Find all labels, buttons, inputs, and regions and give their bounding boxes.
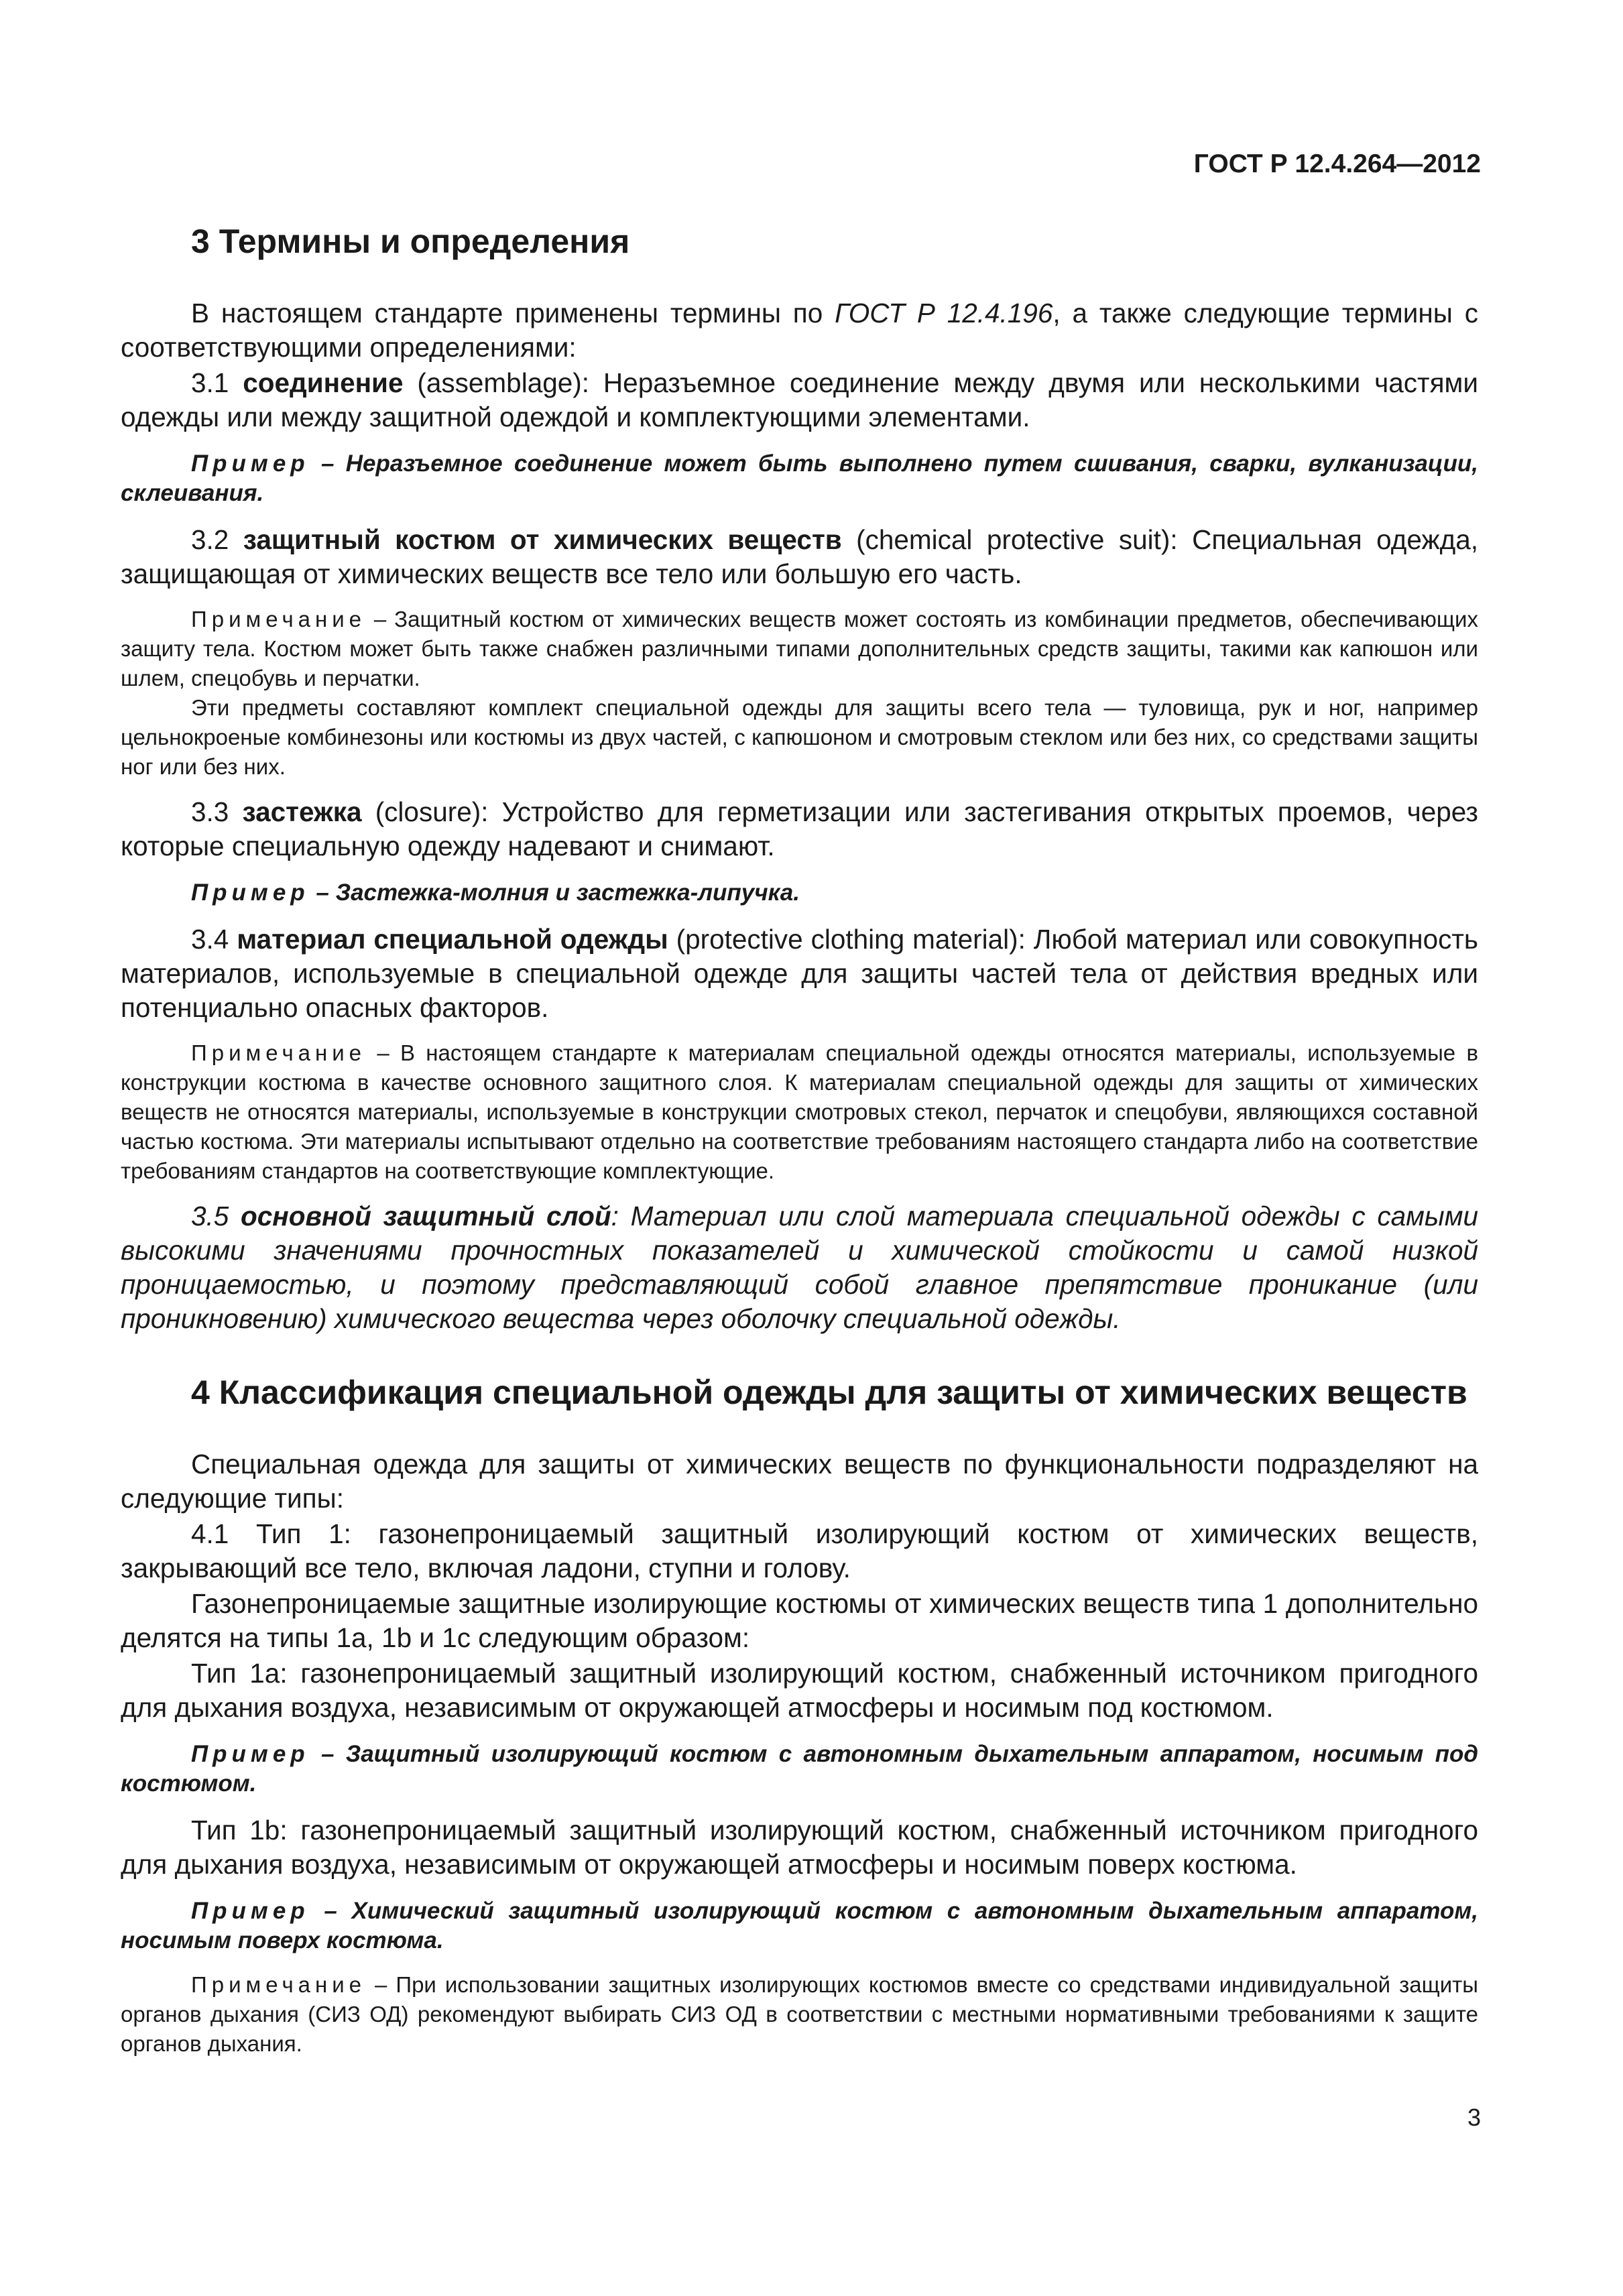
example-type-1b: Пример – Химический защитный изолирующий костюм с автономным дыхательным аппаратом, носимым поверх костюма. — [121, 1898, 1478, 1953]
term-3-5-name: основной защитный слой — [241, 1201, 611, 1231]
type-1b: Тип 1b: газонепроницаемый защитный изолирующий костюм, снабженный источником пригодного для дыхания воздуха, независимым от окружающей атмосферы и носимым поверх костюма. — [121, 1815, 1478, 1880]
example-3-1: Пример – Неразъемное соединение может быть выполнено путем сшивания, сварки, вулканизации, склеивания. — [121, 450, 1478, 506]
note-3-2-continued: Эти предметы составляют комплект специальной одежды для защиты всего тела — туловища, рук и ног, например цельнокроеные комбинезоны или костюмы из двух частей, с капюшоном и смотровым стеклом или без них, со средствами защиты ног или без них. — [121, 695, 1478, 779]
page-content — [121, 221, 1478, 2059]
standard-reference: ГОСТ Р 12.4.196 — [835, 298, 1053, 328]
term-3-4: 3.4 материал специальной одежды (protective clothing material): Любой материал или совокупность материалов, используемые в специальной одежде для защиты частей тела от действия вредных или потенциально опасных факторов. — [121, 924, 1479, 1023]
note-label: Примечание — [191, 607, 367, 631]
note-3-4: Примечание – В настоящем стандарте к материалам специальной одежды относятся материалы, используемые в конструкции костюма в качестве основного защитного слоя. К материалам специальной одежды для защиты от химических веществ не относятся материалы, используемые в конструкции смотровых стекол, перчаток и спецобуви, являющихся составной частью костюма. Эти материалы испытывают отдельно на соответствие требованиям настоящего стандарта либо на соответствие требованиям стандартов на соответствующие комплектующие. — [121, 1040, 1478, 1183]
term-3-4-name: материал специальной одежды — [237, 924, 668, 955]
note-label: Примечание — [191, 1040, 367, 1065]
clause-4-1-subtypes: Газонепроницаемые защитные изолирующие костюмы от химических веществ типа 1 дополнительно делятся на типы 1a, 1b и 1c следующим образом: — [121, 1588, 1478, 1653]
note-label: Примечание — [191, 1972, 367, 1997]
page-number: 3 — [1467, 2104, 1481, 2131]
term-3-1: 3.1 соединение (assemblage): Неразъемное соединение между двумя или несколькими частями одежды или между защитной одеждой и комплектующими элементами. — [121, 367, 1478, 432]
term-3-3: 3.3 застежка (closure): Устройство для герметизации или застегивания открытых проемов, через которые специальную одежду надевают и снимают. — [121, 796, 1478, 861]
section-3-intro: В настоящем стандарте применены термины по ГОСТ Р 12.4.196, а также следующие термины с соответствующими определениями: — [121, 298, 1478, 363]
note-3-2: Примечание – Защитный костюм от химических веществ может состоять из комбинации предметов, обеспечивающих защиту тела. Костюм может быть также снабжен различными типами дополнительных средств защиты, такими как капюшон или шлем, спецобувь и перчатки. — [121, 607, 1478, 690]
term-3-2: 3.2 защитный костюм от химических веществ (chemical protective suit): Специальная одежда, защищающая от химических веществ все тело или большую его часть. — [121, 524, 1478, 589]
example-label: Пример — [191, 880, 310, 906]
note-type-1b: Примечание – При использовании защитных изолирующих костюмов вместе со средствами индивидуальной защиты органов дыхания (СИЗ ОД) рекомендуют выбирать СИЗ ОД в соответствии с местными нормативными требованиями к защите органов дыхания. — [121, 1972, 1478, 2056]
term-3-1-name: соединение — [243, 367, 404, 398]
example-3-3: Пример – Застежка-молния и застежка-липучка. — [191, 880, 800, 906]
example-label: Пример — [191, 450, 310, 477]
type-1a: Тип 1a: газонепроницаемый защитный изолирующий костюм, снабженный источником пригодного для дыхания воздуха, независимым от окружающей атмосферы и носимым под костюмом. — [121, 1658, 1478, 1723]
section-4-intro: Специальная одежда для защиты от химических веществ по функциональности подразделяют на следующие типы: — [121, 1449, 1478, 1514]
section-4-heading: 4 Классификация специальной одежды для защиты от химических веществ — [191, 1374, 1467, 1411]
term-3-5: 3.5 основной защитный слой: Материал или слой материала специальной одежды с самыми высокими значениями прочностных показателей и химической стойкости и самой низкой проницаемостью, и поэтому представляющий собой главное препятствие проникание (или проникновению) химического вещества через оболочку специальной одежды. — [121, 1201, 1478, 1334]
section-3-heading: 3 Термины и определения — [191, 223, 630, 260]
clause-4-1: 4.1 Тип 1: газонепроницаемый защитный изолирующий костюм от химических веществ, закрывающий все тело, включая ладони, ступни и голову. — [121, 1518, 1478, 1583]
document-id: ГОСТ Р 12.4.264—2012 — [1193, 149, 1481, 178]
example-label: Пример — [191, 1898, 310, 1924]
example-label: Пример — [191, 1741, 310, 1767]
example-type-1a: Пример – Защитный изолирующий костюм с автономным дыхательным аппаратом, носимым под костюмом. — [121, 1741, 1478, 1797]
term-3-2-name: защитный костюм от химических веществ — [243, 524, 842, 555]
term-3-3-name: застежка — [242, 796, 362, 827]
